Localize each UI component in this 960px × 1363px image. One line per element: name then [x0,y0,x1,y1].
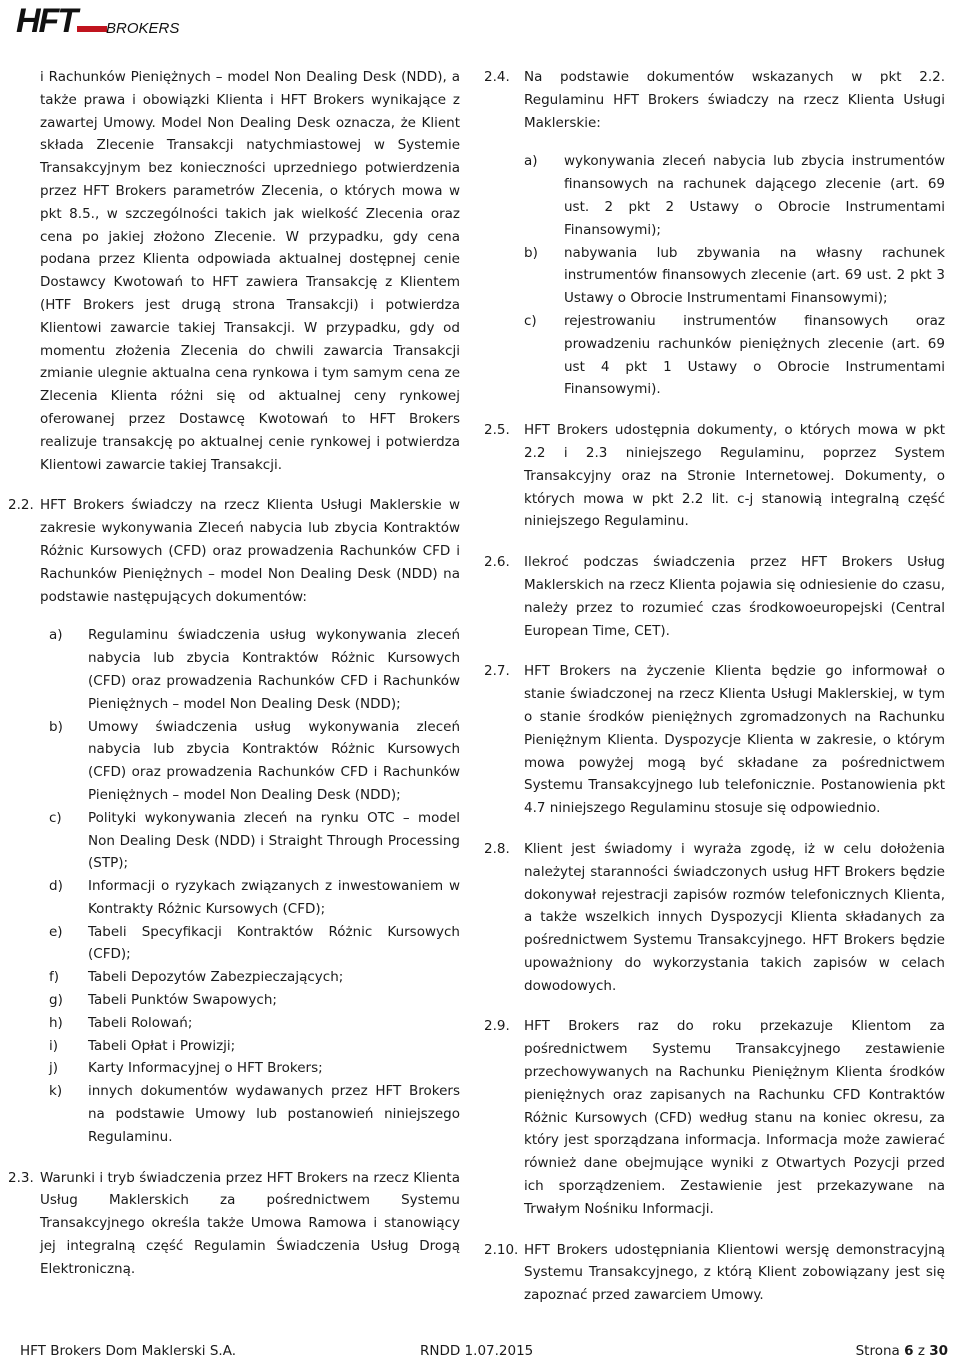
logo-red-bar [77,26,107,32]
section-text: HFT Brokers udostępniania Klientowi wersję demonstracyjną Systemu Transakcyjnego, z którą Klient zobowiązany jest się zapoznać przed zawarciem Umowy. [524,1241,945,1304]
logo-mark: HFT [16,4,77,38]
document-list [40,624,460,1148]
section-2-2 [8,494,460,1148]
list-item: h) Tabeli Rolowań; [49,1014,193,1031]
section-number: 2.2. [8,497,34,514]
section-2-8: 2.8. Klient jest świadomy i wyraża zgodę, iż w celu dołożenia należytej staranności świadczonych usług HFT Brokers będzie dokonywał rejestracji zapisów rozmów telefonicznych Klienta, a także wszelkich innych Dyspozycji Klienta składanych za pośrednictwem Systemu Transakcyjnego. HFT Brokers będzie upoważniony do wykorzystania takich zapisów w celach dowodowych. [484,838,945,998]
section-text: Warunki i tryb świadczenia przez HFT Brokers na rzecz Klienta Usług Maklerskich za pośrednictwem Systemu Transakcyjnego określa także Umowa Ramowa i stanowiący jej integralną część Regulamin Świadczenia Usług Drogą Elektroniczną. [40,1169,460,1277]
section-2-7: 2.7. HFT Brokers na życzenie Klienta będzie go informował o stanie świadczonej na rzecz Klienta Usługi Maklerskiej, w tym o stanie środków pieniężnych zgromadzonych na Rachunku Pieniężnym Klienta. Dyspozycje Klienta w zakresie, o którym mowa powyżej mogą być składane za pośrednictwem Systemu Transakcyjnego lub telefonicznie. Postanowienia pkt 4.7 niniejszego Regulaminu stosuje się odpowiednio. [484,660,945,820]
footer-code: RNDD 1.07.2015 [420,1343,534,1359]
list-item: d) Informacji o ryzykach związanych z inwestowaniem w Kontrakty Różnic Kursowych (CFD); [49,878,460,917]
section-text: Ilekroć podczas świadczenia przez HFT Brokers Usług Maklerskich na rzecz Klienta pojawia się odniesienie do czasu, należy przez to rozumieć czas środkowoeuropejski (Central European Time, CET). [524,554,945,639]
list-item: k) innych dokumentów wydawanych przez HFT Brokers na podstawie Umowy lub postanowień niniejszego Regulaminu. [49,1083,460,1145]
logo-text: BROKERS [106,20,180,37]
list-item: a) Regulaminu świadczenia usług wykonywania zleceń nabycia lub zbycia Kontraktów Różnic Kursowych (CFD) oraz prowadzenia Rachunków CFD i Rachunków Pieniężnych – model Non Dealing Desk (NDD); [49,627,460,712]
footer-company: HFT Brokers Dom Maklerski S.A. [20,1343,236,1359]
section-text: Klient jest świadomy i wyraża zgodę, iż w celu dołożenia należytej staranności świadczonych usług HFT Brokers będzie dokonywał rejestracji zapisów rozmów telefonicznych Klienta, a także wszelkich innych Dyspozycji Klienta składanych za pośrednictwem Systemu Transakcyjnego. HFT Brokers będzie upoważniony do wykorzystania takich zapisów w celach dowodowych. [524,840,945,994]
list-item: j) Karty Informacyjnej o HFT Brokers; [49,1060,323,1077]
list-item: a) wykonywania zleceń nabycia lub zbycia instrumentów finansowych na rachunek dającego zlecenie (art. 69 ust. 2 pkt 2 Ustawy o Obrocie Instrumentami Finansowymi); [524,153,945,238]
section-2-9: 2.9. HFT Brokers raz do roku przekazuje Klientom za pośrednictwem Systemu Transakcyjnego zestawienie przechowywanych na Rachunku Pieniężnym Klienta środków pieniężnych oraz zapisanych na Rachunku CFD Kontraktów Różnic Kursowych (CFD) według stanu na koniec okresu, za który jest sporządzana informacja. Informacja może zawierać również dane obejmujące wyniki z Otwartych Pozycji przed ich sporządzeniem. Zestawienie jest przekazywane na Trwałym Nośniku Informacji. [484,1015,945,1220]
section-text: Na podstawie dokumentów wskazanych w pkt 2.2. Regulaminu HFT Brokers świadczy na rzecz Klienta Usługi Maklerskie: [524,69,945,131]
paragraph-intro: i Rachunków Pieniężnych – model Non Dealing Desk (NDD), a także prawa i obowiązki Klienta i HFT Brokers wynikające z zawartej Umowy. Model Non Dealing Desk oznacza, że Klient składa Zlecenie Transakcji natychmiastowej w Systemie Transakcyjnym bez konieczności uprzedniego potwierdzenia przez HFT Brokers parametrów Zlecenia, o których mowa w pkt 8.5., w szczególności takich jak wielkość Zlecenia oraz cena po jakiej złożono Zlecenie. W przypadku, gdy cena podana przez Klienta odpowiada aktualnej dostępnej cenie Dostawcy Kwotowań to HFT zawiera Transakcję z Klientem (HTF Brokers jest drugą strona Transakcji) i potwierdza Klientowi zawarcie takiej Transakcji. W przypadku, gdy od momentu złożenia Zlecenia do chwili zawarcia Transakcji zmianie ulegnie aktualna cena rynkowa i tym samym cena ze Zlecenia Klienta różni się od aktualnej ceny rynkowej oferowanej przez Dostawcę Kwotowań to HFT Brokers realizuje transakcję po aktualnej cenie rynkowej i potwierdza Klientowi zawarcie takiej Transakcji. [40,69,460,473]
section-number: 2.4. [484,69,510,85]
left-column [8,66,460,1281]
section-text: HFT Brokers na życzenie Klienta będzie go informował o stanie świadczonej na rzecz Klienta Usługi Maklerskiej, w tym o stanie środków pieniężnych zgromadzonych na Rachunku Pieniężnym Klienta. Dyspozycje Klienta w zakresie, o którym mowa powyżej mogą być składane za pośrednictwem Systemu Transakcyjnego lub telefonicznie. Postanowienia pkt 4.7 niniejszego Regulaminu stosuje się odpowiednio. [524,663,945,817]
list-item: c) rejestrowaniu instrumentów finansowych oraz prowadzeniu rachunków pieniężnych zlecenie (art. 69 ust 4 pkt 1 Ustawy o Obrocie Instrumentami Finansowymi). [524,312,945,398]
hft-brokers-logo [14,4,184,38]
list-item: b) nabywania lub zbywania na własny rachunek instrumentów finansowych zlecenie (art. 69 ust. 2 pkt 3 Ustawy o Obrocie Instrumentami Finansowymi); [524,244,945,307]
section-text: HFT Brokers raz do roku przekazuje Klientom za pośrednictwem Systemu Transakcyjnego zestawienie przechowywanych na Rachunku Pieniężnym Klienta środków pieniężnych oraz zapisanych na Rachunku CFD Kontraktów Różnic Kursowych (CFD) według stanu na koniec okresu, za który jest sporządzana informacja. Informacja może zawierać również dane obejmujące wyniki z Otwartych Pozycji przed ich sporządzeniem. Zestawienie jest przekazywane na Trwałym Nośniku Informacji. [524,1018,945,1217]
list-item: i) Tabeli Opłat i Prowizji; [49,1037,236,1054]
list-item: c) Polityki wykonywania zleceń na rynku OTC – model Non Dealing Desk (NDD) i Straight Through Processing (STP); [49,809,460,872]
section-text: HFT Brokers udostępnia dokumenty, o których mowa w pkt 2.2 i 2.3 niniejszego Regulaminu, poprzez System Transakcyjny oraz na Stronie Internetowej. Dokumenty, o których mowa w pkt 2.2 lit. c-j stanowią integralną część niniejszego Regulaminu. [524,422,945,530]
section-2-5: 2.5. HFT Brokers udostępnia dokumenty, o których mowa w pkt 2.2 i 2.3 niniejszego Regulaminu, poprzez System Transakcyjny oraz na Stronie Internetowej. Dokumenty, o których mowa w pkt 2.2 lit. c-j stanowią integralną część niniejszego Regulaminu. [484,419,945,533]
right-column [484,66,945,1325]
section-2-10: 2.10. HFT Brokers udostępniania Klientowi wersję demonstracyjną Systemu Transakcyjnego, z którą Klient zobowiązany jest się zapoznać przed zawarciem Umowy. [484,1239,945,1307]
section-text: HFT Brokers świadczy na rzecz Klienta Usługi Maklerskie w zakresie wykonywania Zleceń nabycia lub zbycia Kontraktów Różnic Kursowych (CFD) oraz prowadzenia Rachunków CFD i Rachunków Pieniężnych – model Non Dealing Desk (NDD) na podstawie następujących dokumentów: [40,497,460,605]
service-list [524,150,945,401]
section-number: 2.3. [8,1169,34,1186]
list-item: b) Umowy świadczenia usług wykonywania zleceń nabycia lub zbycia Kontraktów Różnic Kursowych (CFD) oraz prowadzenia Rachunków CFD i Rachunków Pieniężnych – model Non Dealing Desk (NDD); [49,718,460,803]
section-2-4 [484,66,945,401]
section-2-6: 2.6. Ilekroć podczas świadczenia przez HFT Brokers Usług Maklerskich na rzecz Klienta pojawia się odniesienie do czasu, należy przez to rozumieć czas środkowoeuropejski (Central European Time, CET). [484,551,945,642]
section-2-3 [8,1167,460,1281]
list-item: f) Tabeli Depozytów Zabezpieczających; [49,969,344,986]
page-footer [20,1343,948,1363]
footer-page-number: Strona 6 z 30 [855,1343,948,1359]
list-item: g) Tabeli Punktów Swapowych; [49,992,277,1009]
list-item: e) Tabeli Specyfikacji Kontraktów Różnic Kursowych (CFD); [49,923,460,963]
